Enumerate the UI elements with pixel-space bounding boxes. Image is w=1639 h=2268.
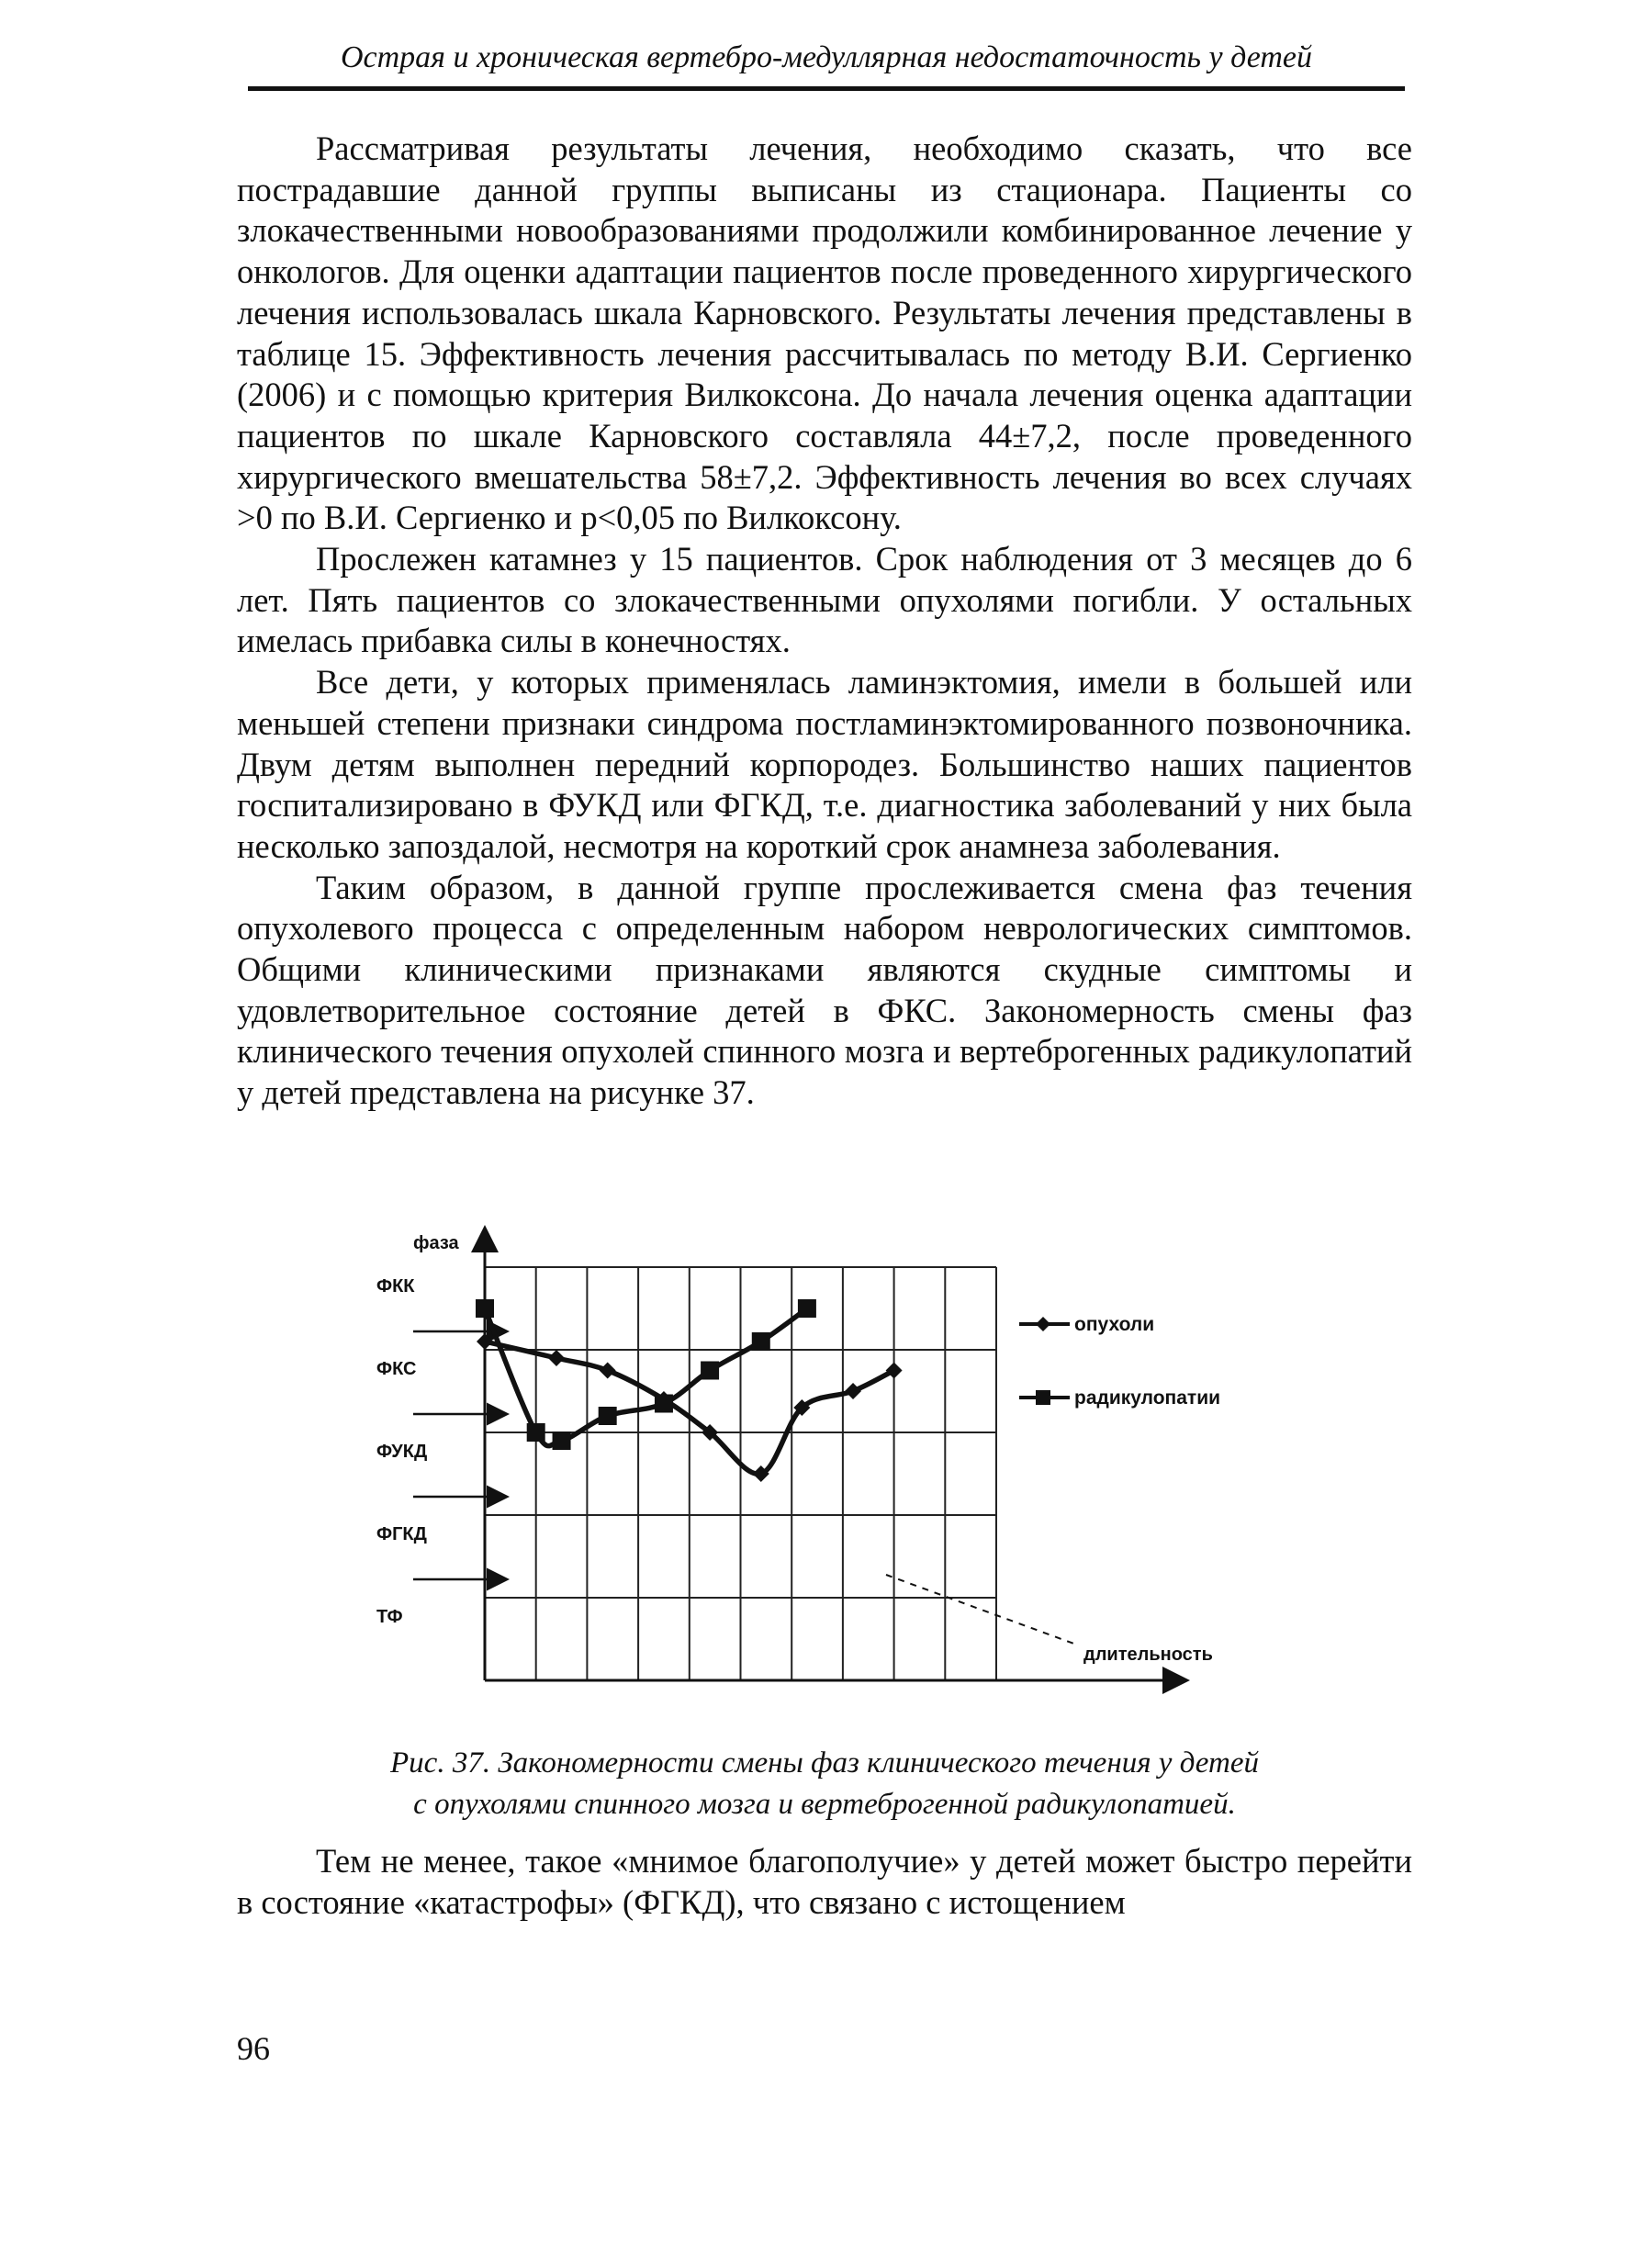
data-point-square: [701, 1362, 719, 1380]
figure-37: [358, 1221, 1331, 1735]
caption-line-2: с опухолями спинного мозга и вертеброгенной радикулопатией.: [413, 1788, 1236, 1821]
data-point-square: [655, 1395, 673, 1413]
paragraph: Тем не менее, такое «мнимое благополучие» у детей может быстро перейти в состояние «катастрофы» (ФГКД), что связано с истощением: [237, 1842, 1412, 1921]
data-point-square: [798, 1299, 816, 1318]
paragraph: Все дети, у которых применялась ламинэктомия, имели в большей или меньшей степени признаки синдрома постламинэктомированного позвоночника. Двум детям выполнен передний корпородез. Большинство наших пациентов госпитализировано в ФУКД или ФГКД, т.е. диагностика заболеваний у них была несколько запоздалой, несмотря на короткий срок анамнеза заболевания.: [237, 663, 1412, 865]
legend-label: радикулопатии: [1074, 1387, 1221, 1409]
caption-line-1: Рис. 37. Закономерности смены фаз клинического течения у детей: [390, 1746, 1259, 1780]
y-tick-label: ТФ: [376, 1607, 403, 1627]
grid: [485, 1267, 996, 1680]
data-point-square: [599, 1407, 617, 1425]
data-point-square: [752, 1332, 770, 1351]
data-point-square: [527, 1423, 545, 1442]
y-axis-label: фаза: [413, 1233, 459, 1253]
legend-label: опухоли: [1074, 1314, 1155, 1335]
y-tick-label: ФКК: [376, 1276, 415, 1297]
running-header: Острая и хроническая вертебро-медуллярная недостаточность у детей: [340, 40, 1313, 74]
header-rule: [248, 86, 1405, 91]
data-point-square: [476, 1299, 494, 1318]
x-axis-label: длительность: [1083, 1645, 1213, 1665]
phase-chart: [358, 1221, 1331, 1735]
y-tick-label: ФКС: [376, 1359, 417, 1379]
paragraph: Рассматривая результаты лечения, необходимо сказать, что все пострадавшие данной группы выписаны из стационара. Пациенты со злокачественными новообразованиями продолжили комбинированное лечение у онкологов. Для оценки адаптации пациентов после проведенного хирургического лечения использовалась шкала Карновского. Результаты лечения представлены в таблице 15. Эффективность лечения рассчитывалась по методу В.И. Сергиенко (2006) и с помощью критерия Вилкоксона. До начала лечения оценка адаптации пациентов по шкале Карновского составляла 44±7,2, после проведенного хирургического вмешательства 58±7,2. Эффективность лечения во всех случаях >0 по В.И. Сергиенко и p<0,05 по Вилкоксону.: [237, 129, 1412, 537]
data-point-square: [553, 1432, 571, 1450]
body-text: [237, 129, 1412, 1114]
continuation-text: [237, 1841, 1412, 1923]
paragraph: Таким образом, в данной группе прослеживается смена фаз течения опухолевого процесса с определенным набором неврологических симптомов. Общими клиническими признаками являются скудные симптомы и удовлетворительное состояние детей в ФКС. Закономерность смены фаз клинического течения опухолей спинного мозга и вертеброгенных радикулопатий у детей представлена на рисунке 37.: [237, 868, 1412, 1112]
legend-marker-square: [1036, 1390, 1050, 1405]
y-tick-label: ФГКД: [376, 1524, 427, 1544]
legend: [1019, 1314, 1220, 1409]
paragraph: Прослежен катамнез у 15 пациентов. Срок наблюдения от 3 месяцев до 6 лет. Пять пациентов со злокачественными опухолями погибли. У остальных имелась прибавка силы в конечностях.: [237, 540, 1412, 660]
figure-caption: [237, 1743, 1412, 1825]
legend-marker-diamond: [1036, 1317, 1050, 1331]
y-tick-label: ФУКД: [376, 1442, 428, 1462]
page-number: 96: [237, 2030, 270, 2067]
